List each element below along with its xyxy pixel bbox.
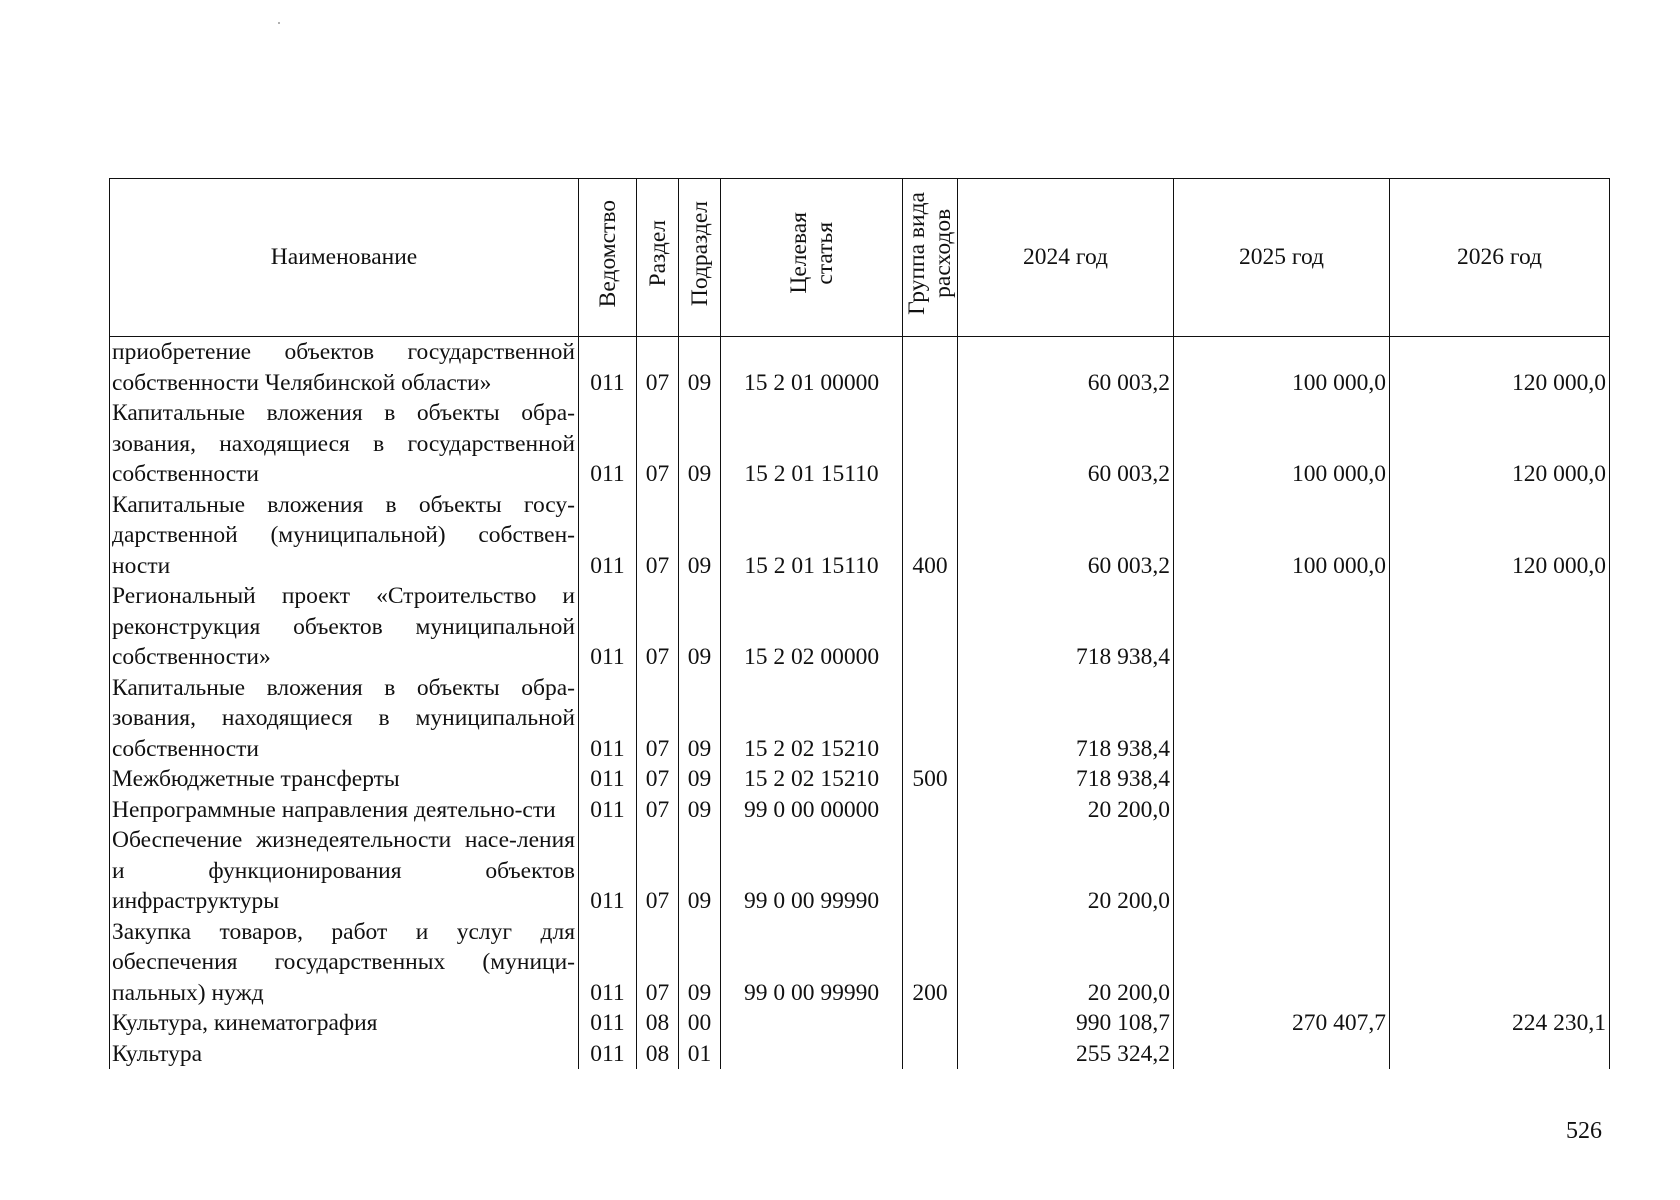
cell-amount-2026 bbox=[1390, 795, 1610, 826]
cell-amount-2024: 255 324,2 bbox=[958, 1039, 1174, 1070]
header-ministry-label: Ведомство bbox=[594, 199, 621, 307]
cell-name: Культура bbox=[110, 1039, 579, 1070]
cell-section: 07 bbox=[637, 581, 679, 673]
cell-amount-2024: 60 003,2 bbox=[958, 490, 1174, 582]
cell-subsection: 09 bbox=[679, 398, 721, 490]
cell-amount-2026 bbox=[1390, 825, 1610, 917]
cell-ministry: 011 bbox=[579, 917, 637, 1009]
cell-subsection: 09 bbox=[679, 581, 721, 673]
cell-target-article: 99 0 00 99990 bbox=[721, 825, 903, 917]
header-expense-group bbox=[903, 179, 958, 337]
cell-section: 07 bbox=[637, 764, 679, 795]
cell-subsection: 00 bbox=[679, 1008, 721, 1039]
cell-amount-2025 bbox=[1174, 825, 1390, 917]
cell-section: 07 bbox=[637, 490, 679, 582]
cell-section: 07 bbox=[637, 917, 679, 1009]
table-row bbox=[110, 825, 1610, 917]
table-row bbox=[110, 337, 1610, 399]
header-target bbox=[721, 179, 903, 337]
header-section-label: Раздел bbox=[644, 220, 671, 287]
header-year-2026: 2026 год bbox=[1390, 179, 1610, 337]
header-subsection-label: Подраздел bbox=[686, 200, 713, 306]
cell-target-article: 99 0 00 99990 bbox=[721, 917, 903, 1009]
cell-ministry: 011 bbox=[579, 1008, 637, 1039]
scan-speck bbox=[278, 22, 280, 24]
cell-section: 08 bbox=[637, 1008, 679, 1039]
cell-target-article: 15 2 01 00000 bbox=[721, 337, 903, 399]
table-header-row bbox=[110, 179, 1610, 337]
header-target-label bbox=[786, 212, 838, 294]
cell-amount-2025 bbox=[1174, 795, 1390, 826]
header-group-line2: расходов bbox=[930, 208, 956, 298]
cell-expense-group bbox=[903, 1039, 958, 1070]
cell-expense-group: 500 bbox=[903, 764, 958, 795]
header-target-line1: Целевая bbox=[785, 212, 812, 295]
header-section bbox=[637, 179, 679, 337]
cell-ministry: 011 bbox=[579, 673, 637, 765]
cell-ministry: 011 bbox=[579, 764, 637, 795]
cell-amount-2025: 270 407,7 bbox=[1174, 1008, 1390, 1039]
cell-subsection: 09 bbox=[679, 337, 721, 399]
cell-amount-2025 bbox=[1174, 917, 1390, 1009]
cell-section: 07 bbox=[637, 825, 679, 917]
cell-expense-group bbox=[903, 398, 958, 490]
cell-subsection: 09 bbox=[679, 917, 721, 1009]
table-row bbox=[110, 398, 1610, 490]
cell-expense-group bbox=[903, 825, 958, 917]
cell-target-article: 15 2 02 15210 bbox=[721, 764, 903, 795]
cell-name: Региональный проект «Строительство и реконструкция объектов муниципальной собственности» bbox=[110, 581, 579, 673]
cell-name: Капитальные вложения в объекты госу-дарственной (муниципальной) собствен-ности bbox=[110, 490, 579, 582]
cell-name: приобретение объектов государственной собственности Челябинской области» bbox=[110, 337, 579, 399]
table-row bbox=[110, 490, 1610, 582]
cell-subsection: 09 bbox=[679, 795, 721, 826]
cell-ministry: 011 bbox=[579, 795, 637, 826]
cell-subsection: 09 bbox=[679, 825, 721, 917]
cell-subsection: 09 bbox=[679, 673, 721, 765]
cell-amount-2026 bbox=[1390, 673, 1610, 765]
cell-amount-2026 bbox=[1390, 581, 1610, 673]
cell-amount-2026 bbox=[1390, 764, 1610, 795]
cell-amount-2025: 100 000,0 bbox=[1174, 398, 1390, 490]
table-body bbox=[110, 337, 1610, 1070]
cell-amount-2024: 60 003,2 bbox=[958, 337, 1174, 399]
cell-name: Закупка товаров, работ и услуг для обеспечения государственных (муници-пальных) нужд bbox=[110, 917, 579, 1009]
table-row bbox=[110, 795, 1610, 826]
cell-expense-group: 200 bbox=[903, 917, 958, 1009]
cell-name: Капитальные вложения в объекты обра-зования, находящиеся в государственной собственности bbox=[110, 398, 579, 490]
cell-amount-2026: 120 000,0 bbox=[1390, 398, 1610, 490]
cell-amount-2025 bbox=[1174, 764, 1390, 795]
cell-amount-2024: 718 938,4 bbox=[958, 581, 1174, 673]
cell-amount-2025 bbox=[1174, 1039, 1390, 1070]
cell-expense-group bbox=[903, 795, 958, 826]
cell-amount-2024: 990 108,7 bbox=[958, 1008, 1174, 1039]
cell-name: Межбюджетные трансферты bbox=[110, 764, 579, 795]
table-row bbox=[110, 764, 1610, 795]
cell-amount-2025: 100 000,0 bbox=[1174, 337, 1390, 399]
header-year-2025: 2025 год bbox=[1174, 179, 1390, 337]
cell-section: 07 bbox=[637, 795, 679, 826]
cell-expense-group bbox=[903, 673, 958, 765]
cell-name: Культура, кинематография bbox=[110, 1008, 579, 1039]
cell-name: Непрограммные направления деятельно-сти bbox=[110, 795, 579, 826]
cell-section: 08 bbox=[637, 1039, 679, 1070]
cell-amount-2026: 224 230,1 bbox=[1390, 1008, 1610, 1039]
header-subsection bbox=[679, 179, 721, 337]
cell-target-article: 15 2 02 15210 bbox=[721, 673, 903, 765]
cell-amount-2026 bbox=[1390, 917, 1610, 1009]
cell-expense-group bbox=[903, 337, 958, 399]
cell-expense-group: 400 bbox=[903, 490, 958, 582]
cell-section: 07 bbox=[637, 337, 679, 399]
table-row bbox=[110, 673, 1610, 765]
cell-expense-group bbox=[903, 581, 958, 673]
cell-target-article: 99 0 00 00000 bbox=[721, 795, 903, 826]
cell-amount-2026: 120 000,0 bbox=[1390, 337, 1610, 399]
cell-amount-2026: 120 000,0 bbox=[1390, 490, 1610, 582]
cell-subsection: 09 bbox=[679, 764, 721, 795]
cell-amount-2025: 100 000,0 bbox=[1174, 490, 1390, 582]
cell-amount-2024: 60 003,2 bbox=[958, 398, 1174, 490]
cell-amount-2026 bbox=[1390, 1039, 1610, 1070]
table-row bbox=[110, 917, 1610, 1009]
header-name: Наименование bbox=[110, 179, 579, 337]
cell-amount-2024: 718 938,4 bbox=[958, 673, 1174, 765]
header-target-line2: статья bbox=[811, 221, 838, 285]
budget-table bbox=[109, 178, 1610, 1069]
cell-amount-2024: 718 938,4 bbox=[958, 764, 1174, 795]
cell-target-article: 15 2 01 15110 bbox=[721, 398, 903, 490]
cell-amount-2024: 20 200,0 bbox=[958, 825, 1174, 917]
header-year-2024: 2024 год bbox=[958, 179, 1174, 337]
cell-amount-2024: 20 200,0 bbox=[958, 917, 1174, 1009]
cell-name: Капитальные вложения в объекты обра-зования, находящиеся в муниципальной собственности bbox=[110, 673, 579, 765]
cell-amount-2025 bbox=[1174, 581, 1390, 673]
cell-subsection: 09 bbox=[679, 490, 721, 582]
table-row bbox=[110, 1008, 1610, 1039]
cell-target-article: 15 2 02 00000 bbox=[721, 581, 903, 673]
cell-subsection: 01 bbox=[679, 1039, 721, 1070]
cell-ministry: 011 bbox=[579, 337, 637, 399]
page-number: 526 bbox=[1566, 1118, 1602, 1144]
cell-amount-2024: 20 200,0 bbox=[958, 795, 1174, 826]
cell-target-article bbox=[721, 1039, 903, 1070]
cell-amount-2025 bbox=[1174, 673, 1390, 765]
cell-expense-group bbox=[903, 1008, 958, 1039]
header-group-line1: Группа вида bbox=[904, 191, 930, 315]
table-row bbox=[110, 1039, 1610, 1070]
cell-ministry: 011 bbox=[579, 490, 637, 582]
cell-section: 07 bbox=[637, 673, 679, 765]
cell-ministry: 011 bbox=[579, 581, 637, 673]
cell-ministry: 011 bbox=[579, 398, 637, 490]
table-row bbox=[110, 581, 1610, 673]
cell-ministry: 011 bbox=[579, 1039, 637, 1070]
cell-name: Обеспечение жизнедеятельности насе-ления и функционирования объектов инфраструктуры bbox=[110, 825, 579, 917]
cell-target-article: 15 2 01 15110 bbox=[721, 490, 903, 582]
cell-target-article bbox=[721, 1008, 903, 1039]
cell-ministry: 011 bbox=[579, 825, 637, 917]
cell-section: 07 bbox=[637, 398, 679, 490]
header-expense-group-label bbox=[904, 192, 956, 315]
header-ministry bbox=[579, 179, 637, 337]
